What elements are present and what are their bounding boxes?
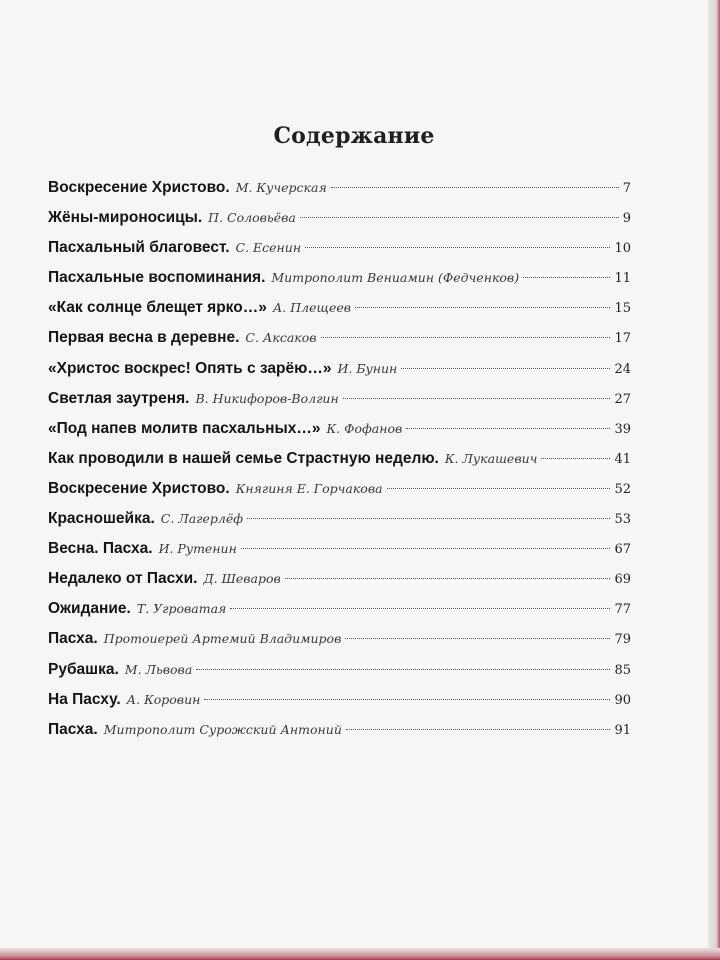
toc-entry-title: На Пасху. <box>48 690 121 708</box>
toc-entry-author: Протоиерей Артемий Владимиров <box>103 631 342 647</box>
toc-entry <box>48 354 631 384</box>
toc-entry-title: «Христос воскрес! Опять с зарёю…» <box>48 359 332 377</box>
toc-entry <box>48 293 631 323</box>
toc-entry <box>48 384 631 414</box>
toc-entry <box>48 594 631 624</box>
dot-leader <box>406 428 610 429</box>
toc-entry-page-number: 9 <box>622 211 631 227</box>
toc-entry-author: Княгиня Е. Горчакова <box>235 480 383 496</box>
toc-entry-page-number: 7 <box>622 181 631 196</box>
table-of-contents <box>48 173 631 745</box>
toc-entry <box>48 624 631 654</box>
toc-entry-page-number: 85 <box>614 662 631 678</box>
toc-entry-page-number: 15 <box>614 301 631 317</box>
toc-entry-title: Рубашка. <box>48 660 119 678</box>
toc-entry-title: Воскресение Христово. <box>48 179 230 196</box>
toc-entry-author: К. Лукашевич <box>444 450 538 466</box>
page-title: Содержание <box>273 123 435 149</box>
toc-entry-page-number: 52 <box>614 481 631 497</box>
toc-entry-page-number: 11 <box>614 271 631 287</box>
toc-entry-page-number: 90 <box>614 692 631 708</box>
dot-leader <box>305 247 610 248</box>
dot-leader <box>387 488 611 489</box>
book-cover-edge-bottom <box>0 948 720 960</box>
toc-entry <box>48 414 631 444</box>
dot-leader <box>300 217 619 218</box>
toc-entry-author: Т. Угроватая <box>136 601 227 617</box>
toc-entry-title: Весна. Пасха. <box>48 540 153 558</box>
toc-entry-author: К. Фофанов <box>326 420 403 436</box>
toc-entry-page-number: 24 <box>614 361 631 377</box>
toc-entry-page-number: 79 <box>614 632 631 648</box>
toc-entry <box>48 564 631 594</box>
toc-entry-title: Пасха. <box>48 720 98 738</box>
toc-entry-title: «Как солнце блещет ярко…» <box>48 299 267 317</box>
dot-leader <box>541 458 610 459</box>
dot-leader <box>285 578 611 579</box>
dot-leader <box>196 669 610 670</box>
book-cover-edge-right <box>708 0 720 960</box>
toc-entry-author: Д. Шеваров <box>203 571 281 587</box>
toc-entry <box>48 203 631 233</box>
toc-entry-author: И. Бунин <box>337 360 398 376</box>
toc-entry-page-number: 67 <box>614 542 631 558</box>
toc-entry-author: А. Плещеев <box>272 300 352 316</box>
toc-entry-page-number: 77 <box>614 602 631 618</box>
toc-entry <box>48 173 631 203</box>
dot-leader <box>401 368 610 369</box>
toc-entry-title: Ожидание. <box>48 600 131 618</box>
toc-entry-title: Пасхальные воспоминания. <box>48 269 266 287</box>
dot-leader <box>230 608 610 609</box>
toc-entry-title: Недалеко от Пасхи. <box>48 570 198 588</box>
toc-entry-author: А. Коровин <box>126 691 201 707</box>
toc-entry-author: В. Никифоров-Волгин <box>195 390 339 406</box>
dot-leader <box>204 699 610 700</box>
dot-leader <box>355 307 610 308</box>
toc-entry-title: Пасхальный благовест. <box>48 239 230 257</box>
toc-entry <box>48 655 631 685</box>
toc-entry-author: М. Кучерская <box>235 180 327 195</box>
toc-entry-page-number: 69 <box>614 572 631 588</box>
toc-entry-author: Митрополит Вениамин (Федченков) <box>271 270 520 286</box>
dot-leader <box>343 398 611 399</box>
toc-entry-page-number: 91 <box>614 722 631 738</box>
toc-entry-title: Пасха. <box>48 630 98 648</box>
toc-entry <box>48 323 631 353</box>
toc-entry-title: Светлая заутреня. <box>48 389 190 407</box>
dot-leader <box>247 518 610 519</box>
toc-entry-author: С. Лагерлёф <box>160 511 244 527</box>
toc-entry <box>48 263 631 293</box>
dot-leader <box>346 729 611 730</box>
toc-entry <box>48 715 631 745</box>
toc-entry-author: И. Рутенин <box>158 541 237 557</box>
toc-entry-title: Жёны-мироносицы. <box>48 209 203 227</box>
toc-entry-title: Первая весна в деревне. <box>48 329 240 347</box>
toc-entry <box>48 233 631 263</box>
dot-leader <box>523 277 610 278</box>
toc-entry-author: С. Есенин <box>235 240 302 256</box>
toc-entry-page-number: 41 <box>614 451 631 467</box>
toc-entry-author: М. Львова <box>124 661 193 677</box>
toc-entry-author: С. Аксаков <box>245 330 317 346</box>
dot-leader <box>321 337 611 338</box>
toc-entry-title: Воскресение Христово. <box>48 479 230 497</box>
toc-entry <box>48 685 631 715</box>
toc-entry-author: Митрополит Сурожский Антоний <box>103 721 342 737</box>
toc-entry <box>48 534 631 564</box>
toc-entry <box>48 474 631 504</box>
toc-entry-page-number: 53 <box>614 512 631 528</box>
toc-entry-page-number: 17 <box>614 331 631 347</box>
toc-entry-page-number: 39 <box>614 421 631 437</box>
dot-leader <box>331 187 619 188</box>
toc-entry-page-number: 10 <box>614 241 631 257</box>
toc-entry <box>48 504 631 534</box>
toc-entry-title: «Под напев молитв пасхальных…» <box>48 419 321 437</box>
toc-entry-author: П. Соловьёва <box>208 210 296 226</box>
toc-entry <box>48 444 631 474</box>
dot-leader <box>241 548 611 549</box>
toc-entry-title: Красношейка. <box>48 510 155 528</box>
toc-entry-page-number: 27 <box>614 391 631 407</box>
toc-entry-title: Как проводили в нашей семье Страстную неделю. <box>48 449 439 467</box>
dot-leader <box>345 638 610 639</box>
